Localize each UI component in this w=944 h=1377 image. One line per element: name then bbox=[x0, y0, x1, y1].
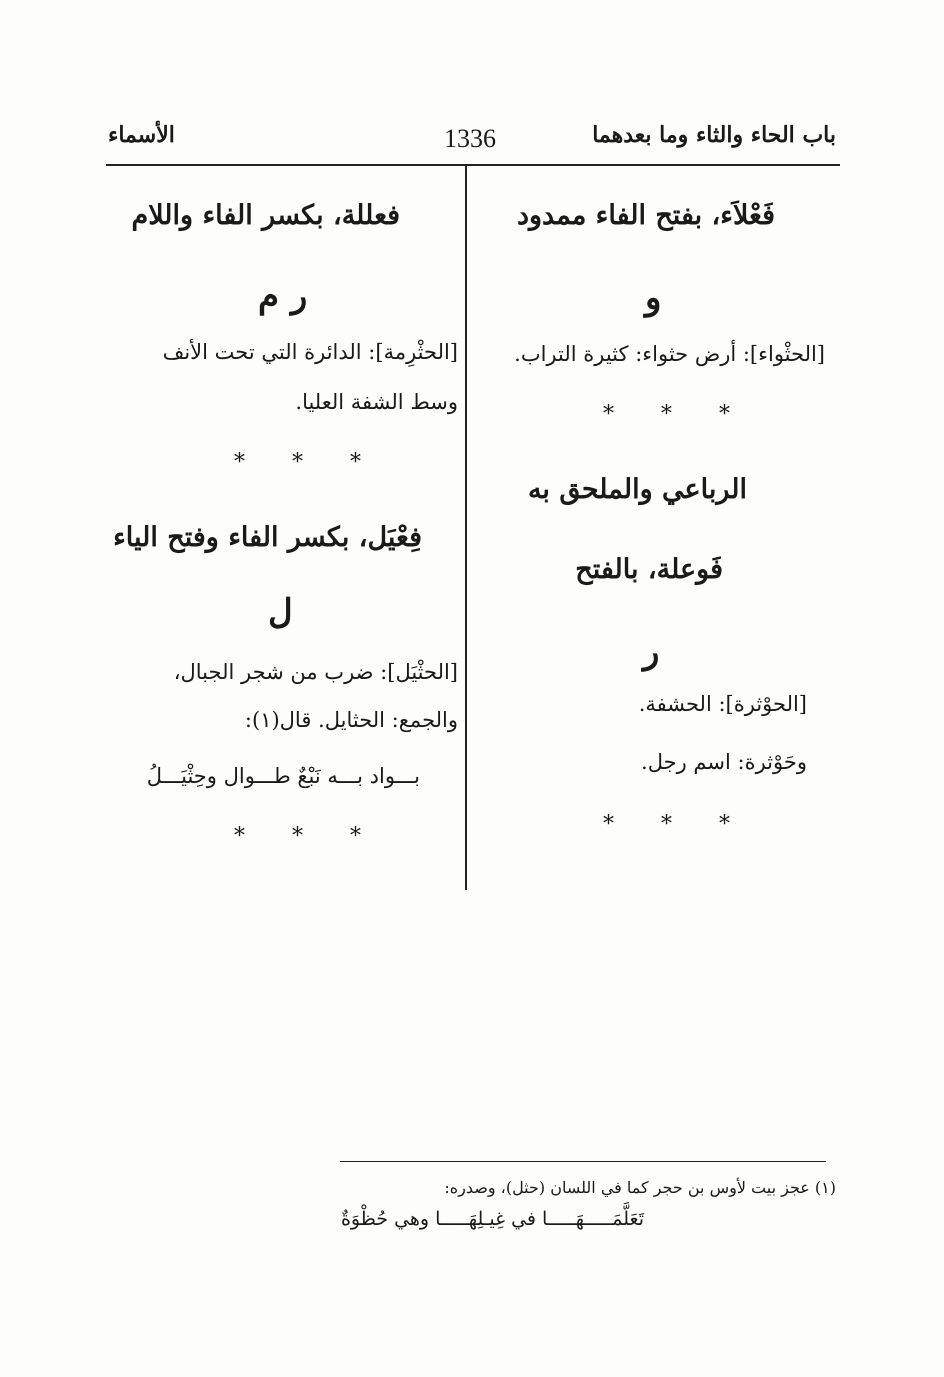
left-entry-hathrima-line2: وسط الشفة العليا. bbox=[295, 390, 458, 414]
left-entry-hathrima-line1: [الحثْرِمة]: الدائرة التي تحت الأنف bbox=[162, 340, 458, 364]
right-separator-stars-2: * * * bbox=[603, 812, 750, 837]
right-separator-stars-1: * * * bbox=[603, 402, 750, 427]
right-entry-hawthara-name: وحَوْثرة: اسم رجل. bbox=[641, 750, 807, 774]
footnote-rule bbox=[340, 1161, 826, 1162]
right-root-ra: ر bbox=[643, 632, 660, 672]
right-heading-rubai: الرباعي والملحق به bbox=[527, 474, 747, 505]
left-column bbox=[108, 170, 458, 890]
column-divider bbox=[465, 166, 467, 890]
right-root-waw: و bbox=[645, 278, 662, 318]
right-entry-hathwaa: [الحثْواء]: أرض حثواء: كثيرة التراب. bbox=[514, 342, 825, 366]
page-number: 1336 bbox=[444, 124, 496, 153]
left-entry-hathyal-line2: والجمع: الحثايل. قال(١): bbox=[244, 708, 458, 732]
right-heading-fawala: فَوعلة، بالفتح bbox=[575, 554, 723, 585]
left-root-lam: ل bbox=[268, 592, 293, 632]
header-rule bbox=[106, 164, 840, 166]
left-separator-stars-2: * * * bbox=[234, 824, 381, 849]
left-root-ra-mim: ر م bbox=[258, 276, 308, 316]
right-heading-faalaa: فَعْلاَء، بفتح الفاء ممدود bbox=[516, 200, 775, 231]
right-column bbox=[485, 170, 825, 890]
left-heading-fiyal: فِعْيَل، بكسر الفاء وفتح الياء bbox=[113, 522, 422, 553]
right-entry-hawthara: [الحوْثرة]: الحشفة. bbox=[638, 692, 807, 716]
footnote-text: (١) عجز بيت لأوس بن حجر كما في اللسان (حثل)، وصدره: bbox=[444, 1178, 836, 1197]
left-separator-stars-1: * * * bbox=[234, 450, 381, 475]
running-head-section: الأسماء bbox=[108, 122, 175, 148]
left-verse: بـــواد بـــه نَبْعٌ طـــوال وحِثْيَـــلُ bbox=[146, 764, 420, 788]
footnote-verse: تَعَلَّمَـــــهَـــــا في غِيـلِهَـــــا وهي حُظْوَةٌ bbox=[340, 1208, 644, 1230]
left-entry-hathyal-line1: [الحثْيَل]: ضرب من شجر الجبال، bbox=[173, 660, 458, 684]
running-head-chapter: باب الحاء والثاء وما بعدهما bbox=[592, 122, 836, 148]
left-heading-faalala: فعللة، بكسر الفاء واللام bbox=[131, 200, 400, 231]
